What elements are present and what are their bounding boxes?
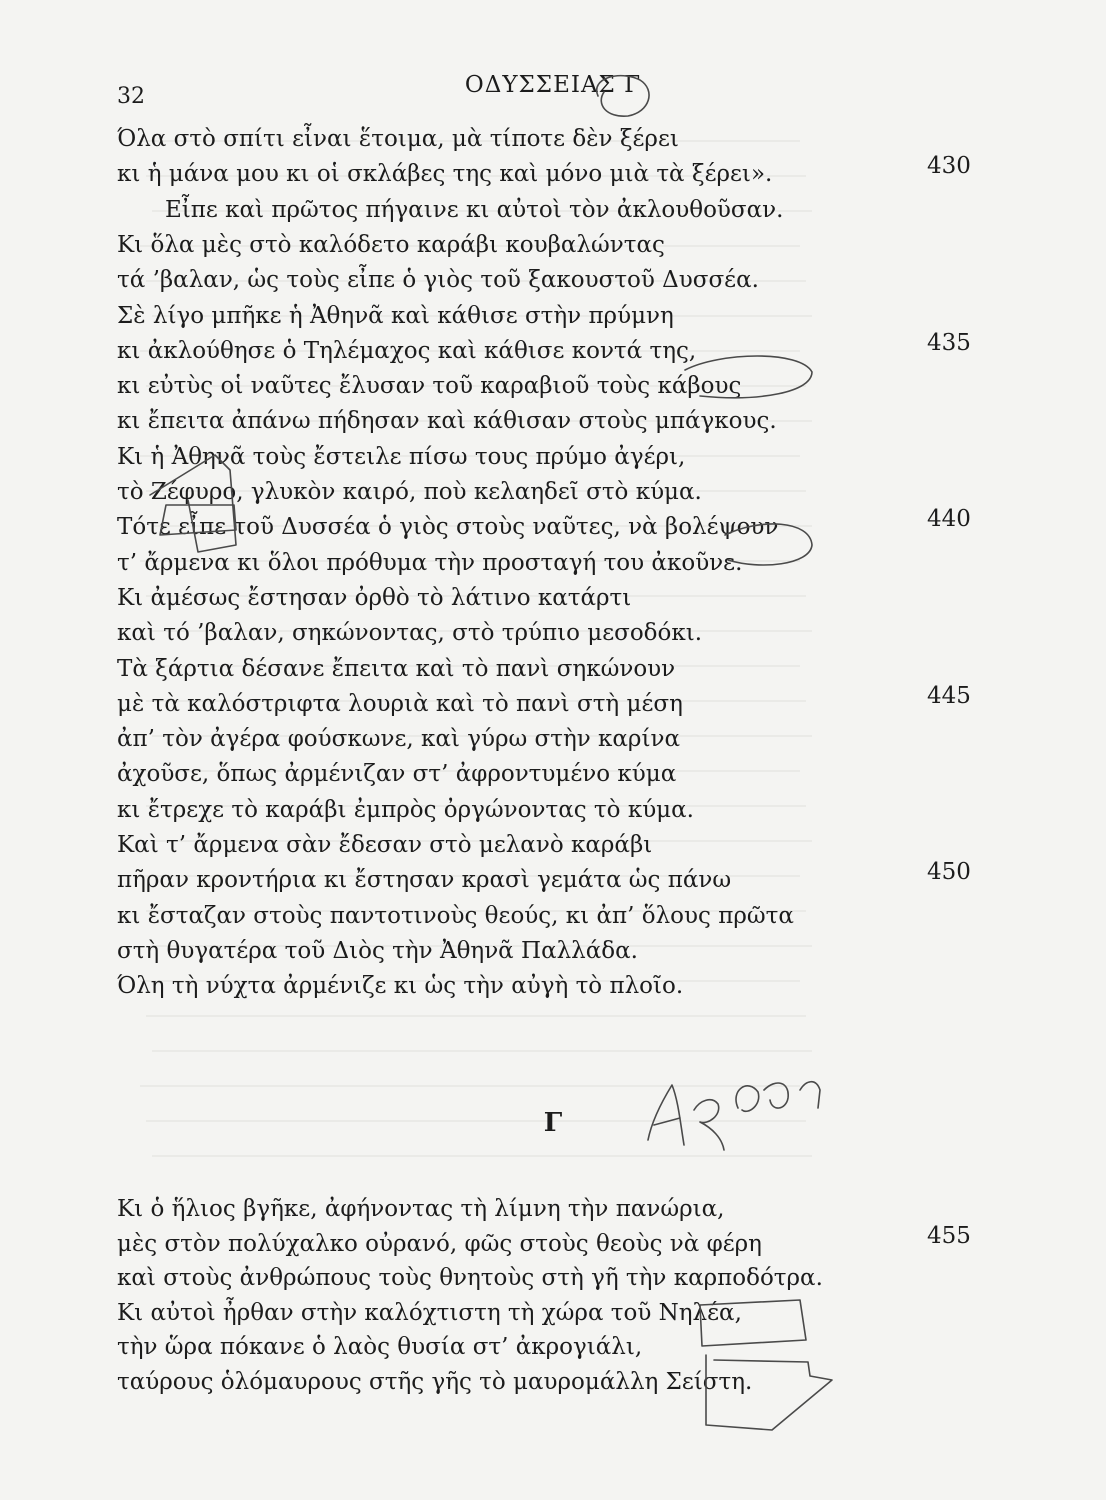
verse-line: Κι ἡ Ἀθηνᾶ τοὺς ἔστειλε πίσω τους πρύμο ἀγέρι, bbox=[117, 443, 686, 470]
verse-line: ἀχοῦσε, ὅπως ἀρμένιζαν στ’ ἀφροντυμένο κύμα bbox=[117, 761, 677, 788]
line-number: 445 bbox=[927, 682, 971, 709]
verse-line: καὶ στοὺς ἀνθρώπους τοὺς θνητοὺς στὴ γῆ τὴν καρποδότρα. bbox=[117, 1265, 823, 1291]
verse-line: Εἶπε καὶ πρῶτος πήγαινε κι αὐτοὶ τὸν ἀκλουθοῦσαν. bbox=[165, 196, 784, 223]
line-number: 450 bbox=[927, 859, 971, 886]
line-number: 440 bbox=[927, 506, 971, 533]
verse-line: Κι ἀμέσως ἔστησαν ὀρθὸ τὸ λάτινο κατάρτι bbox=[117, 584, 632, 611]
verse-line: τ’ ἄρμενα κι ὅλοι πρόθυμα τὴν προσταγή του ἀκοῦνε. bbox=[117, 549, 743, 576]
verse-line: μὲ τὰ καλόστριφτα λουριὰ καὶ τὸ πανὶ στὴ μέση bbox=[117, 690, 683, 717]
verse-line: Καὶ τ’ ἄρμενα σὰν ἔδεσαν στὸ μελανὸ καράβι bbox=[117, 832, 653, 858]
bleed-through-line bbox=[140, 1085, 800, 1087]
verse-line: στὴ θυγατέρα τοῦ Διὸς τὴν Ἀθηνᾶ Παλλάδα. bbox=[117, 937, 638, 964]
line-number: 455 bbox=[927, 1222, 971, 1249]
page-number: 32 bbox=[117, 84, 145, 109]
section-letter: Γ bbox=[543, 1108, 563, 1138]
verse-line: κι ἀκλούθησε ὁ Τηλέμαχος καὶ κάθισε κοντά της, bbox=[117, 337, 697, 364]
line-number: 435 bbox=[927, 329, 971, 356]
verse-line: Τότε εἶπε τοῦ Δυσσέα ὁ γιὸς στοὺς ναῦτες, νὰ βολέψουν bbox=[117, 514, 779, 541]
verse-line: Κι αὐτοὶ ἦρθαν στὴν καλόχτιστη τὴ χώρα τοῦ Νηλέα, bbox=[117, 1299, 742, 1326]
bleed-through-line bbox=[146, 1015, 806, 1017]
verse-line: κι εὐτὺς οἱ ναῦτες ἔλυσαν τοῦ καραβιοῦ τοὺς κάβους bbox=[117, 373, 742, 400]
verse-line: μὲς στὸν πολύχαλκο οὐρανό, φῶς στοὺς θεοὺς νὰ φέρη bbox=[117, 1230, 762, 1257]
verse-line: κι ἔπειτα ἀπάνω πήδησαν καὶ κάθισαν στοὺς μπάγκους. bbox=[117, 408, 777, 435]
verse-line: ταύρους ὁλόμαυρους στῆς γῆς τὸ μαυρομάλλη Σείστη. bbox=[117, 1368, 753, 1395]
line-number: 430 bbox=[927, 153, 971, 180]
verse-line: Κι ὅλα μὲς στὸ καλόδετο καράβι κουβαλώντας bbox=[117, 231, 665, 258]
verse-line: κι ἔσταζαν στοὺς παντοτινοὺς θεούς, κι ἀπ’ ὅλους πρῶτα bbox=[117, 902, 794, 929]
verse-line: Σὲ λίγο μπῆκε ἡ Ἀθηνᾶ καὶ κάθισε στὴν πρύμνη bbox=[117, 302, 674, 329]
verse-line: καὶ τό ’βαλαν, σηκώνοντας, στὸ τρύπιο μεσοδόκι. bbox=[117, 620, 703, 647]
verse-line: κι ἡ μάνα μου κι οἱ σκλάβες της καὶ μόνο μιὰ τὰ ξέρει». bbox=[117, 161, 773, 188]
running-head: ΟΔΥΣΣΕΙΑΣ Γ bbox=[464, 72, 642, 98]
verse-line: ἀπ’ τὸν ἀγέρα φούσκωνε, καὶ γύρω στὴν καρίνα bbox=[117, 726, 680, 753]
verse-line: Όλη τὴ νύχτα ἀρμένιζε κι ὡς τὴν αὐγὴ τὸ πλοῖο. bbox=[117, 973, 684, 1000]
verse-line: κι ἔτρεχε τὸ καράβι ἐμπρὸς ὀργώνοντας τὸ κύμα. bbox=[117, 796, 694, 823]
verse-line: Κι ὁ ἥλιος βγῆκε, ἀφήνοντας τὴ λίμνη τὴν πανώρια, bbox=[117, 1196, 725, 1222]
verse-line: τὸ Ζέφυρο, γλυκὸν καιρό, ποὺ κελαηδεῖ στὸ κύμα. bbox=[117, 479, 702, 505]
bleed-through-line bbox=[152, 1050, 812, 1052]
verse-line: πῆραν κροντήρια κι ἔστησαν κρασὶ γεμάτα ὡς πάνω bbox=[117, 867, 732, 894]
verse-line: τὴν ὥρα πόκανε ὁ λαὸς θυσία στ’ ἀκρογιάλι, bbox=[117, 1334, 643, 1360]
verse-line: τά ’βαλαν, ὡς τοὺς εἶπε ὁ γιὸς τοῦ ξακουστοῦ Δυσσέα. bbox=[117, 267, 759, 294]
verse-line: Όλα στὸ σπίτι εἶναι ἕτοιμα, μὰ τίποτε δὲν ξέρει bbox=[117, 126, 679, 152]
verse-line: Τὰ ξάρτια δέσανε ἔπειτα καὶ τὸ πανὶ σηκώνουν bbox=[117, 655, 676, 682]
bleed-through-line bbox=[152, 1155, 812, 1157]
